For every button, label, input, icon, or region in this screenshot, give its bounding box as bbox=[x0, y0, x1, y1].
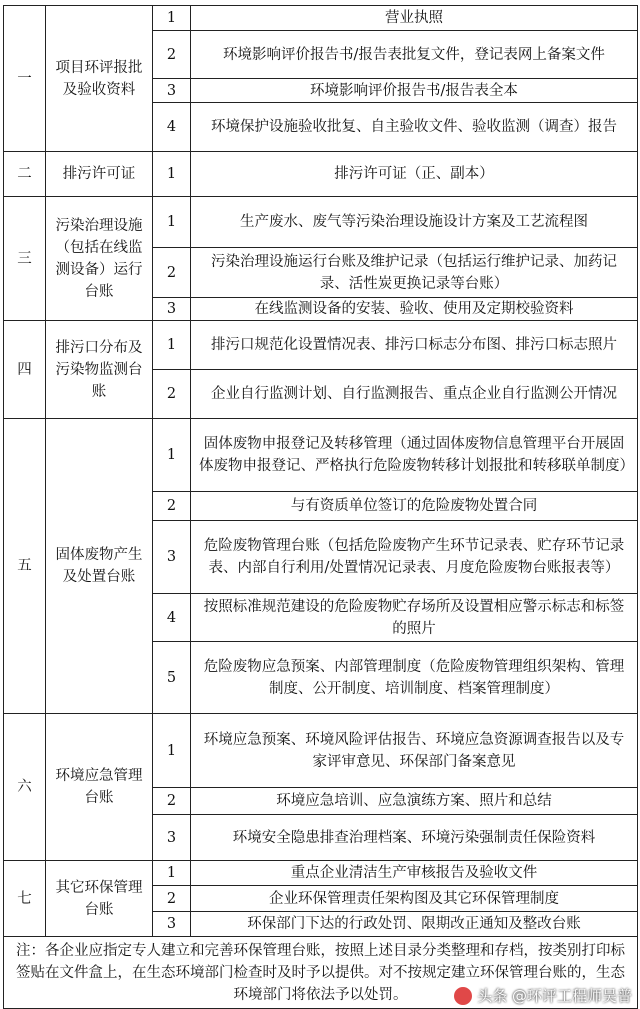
item-number: 1 bbox=[153, 714, 191, 788]
item-text: 环境应急预案、环境风险评估报告、环境应急资源调查报告以及专家评审意见、环保部门备案意见 bbox=[191, 714, 638, 788]
section-number: 四 bbox=[4, 321, 46, 419]
section-category: 其它环保管理台账 bbox=[46, 861, 153, 937]
section-category: 污染治理设施（包括在线监测设备）运行台账 bbox=[46, 197, 153, 321]
item-number: 3 bbox=[153, 298, 191, 321]
item-text: 企业自行监测计划、自行监测报告、重点企业自行监测公开情况 bbox=[191, 370, 638, 419]
item-number: 4 bbox=[153, 103, 191, 152]
item-number: 2 bbox=[153, 31, 191, 79]
item-number: 1 bbox=[153, 321, 191, 370]
section-number: 五 bbox=[4, 419, 46, 714]
author-avatar-icon bbox=[453, 986, 473, 1006]
item-number: 3 bbox=[153, 79, 191, 103]
footnote: 注：各企业应指定专人建立和完善环保管理台账，按照上述目录分类整理和存档，按类别打印标签贴在文件盒上，在生态环境部门检查时及时予以提供。对不按规定建立环保管理台账的，生态环境部门将依法予以处罚。 bbox=[4, 937, 638, 1009]
item-number: 3 bbox=[153, 815, 191, 861]
item-number: 2 bbox=[153, 788, 191, 815]
item-text: 环保部门下达的行政处罚、限期改正通知及整改台账 bbox=[191, 912, 638, 937]
item-text: 在线监测设备的安装、验收、使用及定期校验资料 bbox=[191, 298, 638, 321]
item-text: 危险废物管理台账（包括危险废物产生环节记录表、贮存环节记录表、内部自行利用/处置情况记录表、月度危险废物台账报表等） bbox=[191, 521, 638, 594]
item-number: 2 bbox=[153, 886, 191, 912]
item-text: 环境安全隐患排查治理档案、环境污染强制责任保险资料 bbox=[191, 815, 638, 861]
section-number: 六 bbox=[4, 714, 46, 861]
item-number: 1 bbox=[153, 152, 191, 197]
item-text: 生产废水、废气等污染治理设施设计方案及工艺流程图 bbox=[191, 197, 638, 248]
item-text: 环境影响评价报告书/报告表全本 bbox=[191, 79, 638, 103]
item-text: 环境保护设施验收批复、自主验收文件、验收监测（调查）报告 bbox=[191, 103, 638, 152]
watermark bbox=[449, 985, 632, 1006]
item-number: 5 bbox=[153, 642, 191, 714]
documents-table bbox=[3, 5, 638, 1009]
item-number: 1 bbox=[153, 861, 191, 886]
section-category: 环境应急管理台账 bbox=[46, 714, 153, 861]
item-text: 按照标准规范建设的危险废物贮存场所及设置相应警示标志和标签的照片 bbox=[191, 594, 638, 642]
item-text: 营业执照 bbox=[191, 6, 638, 31]
item-text: 排污口规范化设置情况表、排污口标志分布图、排污口标志照片 bbox=[191, 321, 638, 370]
item-text: 环境影响评价报告书/报告表批复文件，登记表网上备案文件 bbox=[191, 31, 638, 79]
item-text: 重点企业清洁生产审核报告及验收文件 bbox=[191, 861, 638, 886]
section-number: 一 bbox=[4, 6, 46, 152]
item-text: 与有资质单位签订的危险废物处置合同 bbox=[191, 492, 638, 521]
item-number: 1 bbox=[153, 6, 191, 31]
section-category: 排污许可证 bbox=[46, 152, 153, 197]
section-category: 排污口分布及污染物监测台账 bbox=[46, 321, 153, 419]
item-text: 污染治理设施运行台账及维护记录（包括运行维护记录、加药记录、活性炭更换记录等台账） bbox=[191, 248, 638, 298]
section-category: 固体废物产生及处置台账 bbox=[46, 419, 153, 714]
item-text: 固体废物申报登记及转移管理（通过固体废物信息管理平台开展固体废物申报登记、严格执行危险废物转移计划报批和转移联单制度） bbox=[191, 419, 638, 492]
section-number: 七 bbox=[4, 861, 46, 937]
item-number: 1 bbox=[153, 197, 191, 248]
item-number: 2 bbox=[153, 370, 191, 419]
section-number: 二 bbox=[4, 152, 46, 197]
watermark-text: 头条 @环评工程师吴普 bbox=[477, 987, 632, 1005]
item-text: 环境应急培训、应急演练方案、照片和总结 bbox=[191, 788, 638, 815]
item-text: 危险废物应急预案、内部管理制度（危险废物管理组织架构、管理制度、公开制度、培训制度、档案管理制度） bbox=[191, 642, 638, 714]
section-category: 项目环评报批及验收资料 bbox=[46, 6, 153, 152]
item-text: 排污许可证（正、副本） bbox=[191, 152, 638, 197]
item-number: 3 bbox=[153, 912, 191, 937]
item-number: 3 bbox=[153, 521, 191, 594]
section-number: 三 bbox=[4, 197, 46, 321]
item-text: 企业环保管理责任架构图及其它环保管理制度 bbox=[191, 886, 638, 912]
item-number: 2 bbox=[153, 248, 191, 298]
item-number: 1 bbox=[153, 419, 191, 492]
item-number: 4 bbox=[153, 594, 191, 642]
item-number: 2 bbox=[153, 492, 191, 521]
